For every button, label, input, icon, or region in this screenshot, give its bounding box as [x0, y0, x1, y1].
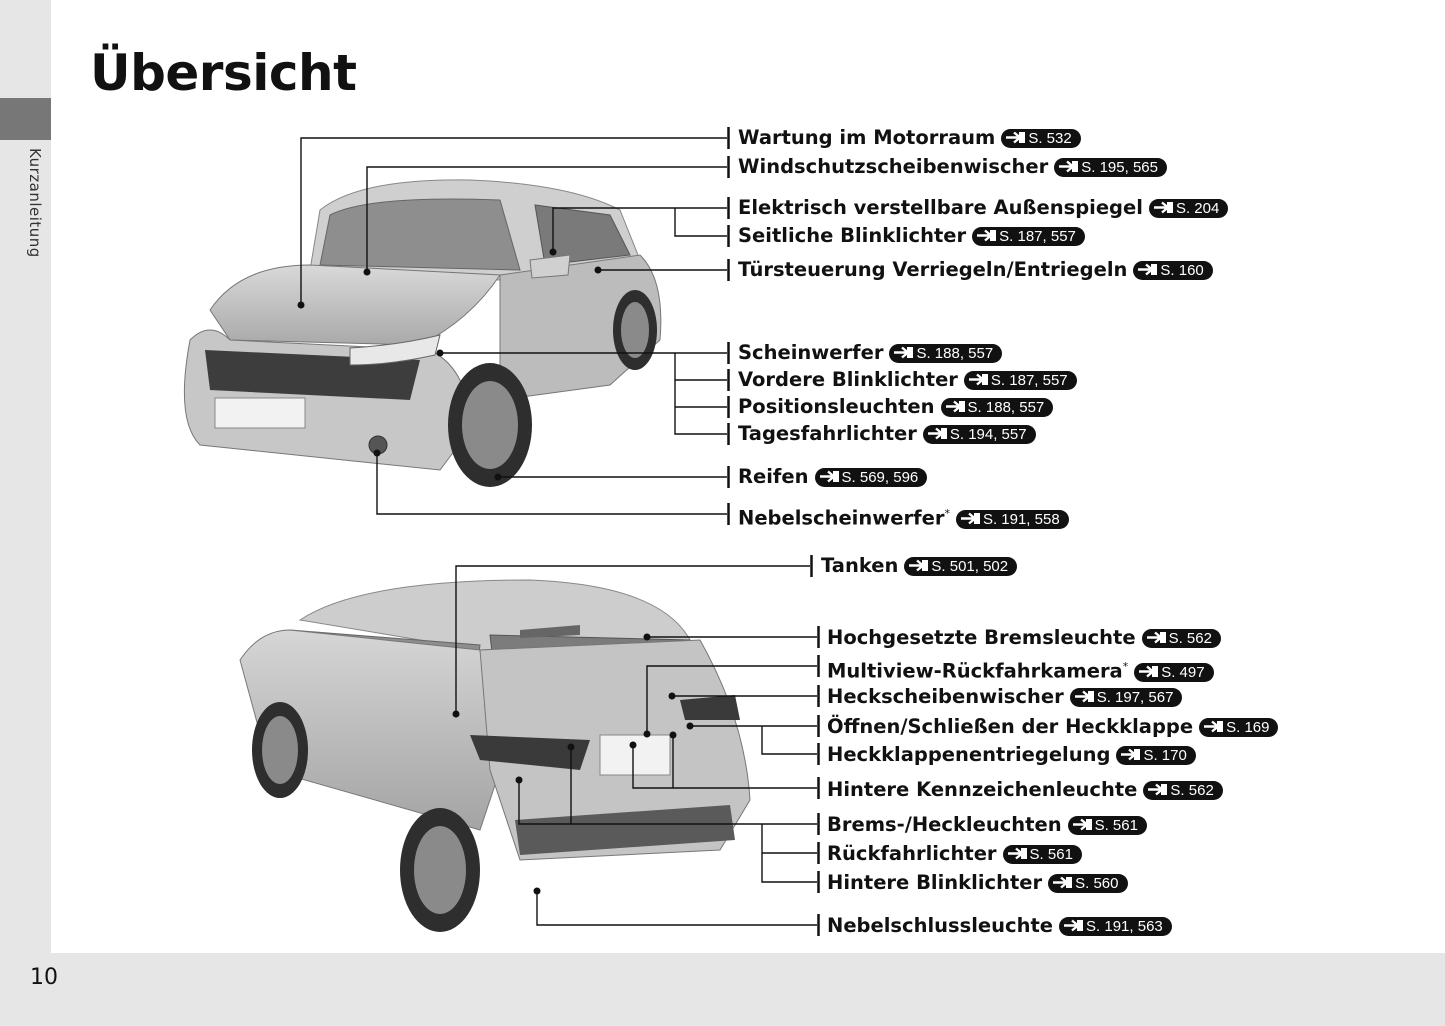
front-callout-5 [738, 258, 1213, 282]
optional-equipment-star: * [944, 507, 950, 520]
page-ref-arrow-icon [976, 228, 999, 245]
callout-label: Multiview-Rückfahrkamera [827, 659, 1123, 683]
page-ref-arrow-icon [960, 511, 983, 528]
footer-band [0, 953, 1445, 1026]
page-ref-arrow-icon [1052, 875, 1075, 892]
callout-label: Elektrisch verstellbare Außenspiegel [738, 196, 1143, 219]
page-reference-link[interactable] [1003, 845, 1082, 864]
rear-callout-9 [827, 842, 1082, 866]
sidebar [0, 0, 51, 1026]
page-reference-text: S. 187, 557 [990, 372, 1068, 389]
front-callout-4 [738, 224, 1085, 248]
callout-label: Scheinwerfer [738, 341, 884, 364]
front-callout-11 [738, 502, 1069, 531]
front-callout-9 [738, 422, 1036, 446]
page-reference-text: S. 191, 563 [1086, 918, 1163, 935]
callout-label: Heckscheibenwischer [827, 685, 1064, 708]
page-ref-arrow-icon [968, 372, 991, 389]
page-ref-arrow-icon [819, 469, 842, 486]
page-ref-arrow-icon [893, 345, 916, 362]
page-ref-arrow-icon [1203, 719, 1226, 736]
page-ref-arrow-icon [1072, 817, 1095, 834]
rear-callout-4 [827, 685, 1182, 709]
page-reference-link[interactable] [904, 557, 1017, 576]
page-ref-arrow-icon [1147, 782, 1170, 799]
page-ref-arrow-icon [1120, 747, 1143, 764]
callout-label: Türsteuerung Verriegeln/Entriegeln [738, 258, 1128, 281]
page-reference-text: S. 187, 557 [999, 228, 1076, 245]
page-reference-link[interactable] [1054, 158, 1167, 177]
front-callout-10 [738, 465, 927, 489]
page-reference-link[interactable] [889, 344, 1002, 363]
callout-label: Hintere Kennzeichenleuchte [827, 778, 1138, 801]
rear-callout-1 [821, 554, 1017, 578]
rear-callout-8 [827, 813, 1147, 837]
page-ref-arrow-icon [1138, 664, 1161, 681]
page-reference-link[interactable] [923, 425, 1036, 444]
callout-label: Wartung im Motorraum [738, 126, 996, 149]
page-reference-link[interactable] [1143, 781, 1222, 800]
rear-callout-6 [827, 743, 1196, 767]
page-reference-link[interactable] [1142, 629, 1221, 648]
front-callout-7 [738, 368, 1077, 392]
callout-label: Positionsleuchten [738, 395, 935, 418]
page-ref-arrow-icon [1153, 200, 1176, 217]
page-title: Übersicht [90, 44, 357, 102]
callout-label: Tanken [821, 554, 899, 577]
page-reference-text: S. 532 [1028, 130, 1072, 147]
front-callout-3 [738, 196, 1228, 220]
callout-label: Tagesfahrlichter [738, 422, 917, 445]
page-ref-arrow-icon [1146, 630, 1169, 647]
page-ref-arrow-icon [1063, 918, 1086, 935]
page-reference-text: S. 197, 567 [1096, 689, 1174, 706]
callout-label: Reifen [738, 465, 809, 488]
page-reference-text: S. 562 [1168, 630, 1212, 647]
callout-label: Seitliche Blinklichter [738, 224, 967, 247]
front-car-illustration [170, 170, 670, 500]
page-reference-text: S. 497 [1161, 663, 1205, 681]
page-ref-arrow-icon [1005, 130, 1028, 147]
callout-label: Nebelschlussleuchte [827, 914, 1054, 937]
page-reference-link[interactable] [1048, 874, 1127, 893]
callout-label: Brems-/Heckleuchten [827, 813, 1062, 836]
rear-callout-3 [827, 655, 1214, 684]
page-reference-link[interactable] [941, 398, 1054, 417]
page-reference-link[interactable] [1068, 816, 1147, 835]
page-reference-link[interactable] [1149, 199, 1228, 218]
page-reference-link[interactable] [956, 510, 1069, 529]
page-reference-link[interactable] [1199, 718, 1278, 737]
callout-label: Windschutzscheibenwischer [738, 155, 1049, 178]
callout-label: Vordere Blinklichter [738, 368, 958, 391]
page-reference-text: S. 204 [1175, 200, 1220, 217]
front-callout-1 [738, 126, 1081, 150]
page-reference-text: S. 188, 557 [967, 399, 1045, 416]
callout-label: Nebelscheinwerfer [738, 506, 945, 530]
front-callout-8 [738, 395, 1053, 419]
page-reference-text: S. 569, 596 [841, 469, 919, 486]
rear-callout-5 [827, 715, 1278, 739]
rear-callout-2 [827, 626, 1221, 650]
page-reference-text: S. 188, 557 [916, 345, 994, 362]
page-ref-arrow-icon [908, 558, 931, 575]
callout-label: Rückfahrlichter [827, 842, 997, 865]
page-reference-link[interactable] [1134, 663, 1213, 682]
page-reference-text: S. 194, 557 [949, 426, 1027, 443]
page-ref-arrow-icon [1137, 262, 1160, 279]
optional-equipment-star: * [1122, 660, 1129, 673]
callout-label: Öffnen/Schließen der Heckklappe [827, 715, 1194, 738]
page-ref-arrow-icon [1058, 159, 1081, 176]
page-reference-link[interactable] [815, 468, 928, 487]
callout-label: Hintere Blinklichter [827, 871, 1043, 894]
page-number: 10 [30, 965, 58, 990]
page-ref-arrow-icon [1074, 689, 1097, 706]
rear-car-illustration [230, 570, 760, 940]
page-reference-link[interactable] [1133, 261, 1212, 280]
page-reference-link[interactable] [1116, 746, 1195, 765]
page-reference-link[interactable] [1001, 129, 1080, 148]
page-reference-text: S. 562 [1170, 782, 1214, 799]
front-callout-2 [738, 155, 1167, 179]
page-reference-text: S. 191, 558 [982, 510, 1060, 528]
front-callout-6 [738, 341, 1002, 365]
page-ref-arrow-icon [927, 426, 950, 443]
page-reference-text: S. 501, 502 [931, 558, 1009, 575]
callout-label: Heckklappenentriegelung [827, 743, 1111, 766]
page-reference-text: S. 561 [1094, 817, 1138, 834]
callout-label: Hochgesetzte Bremsleuchte [827, 626, 1136, 649]
rear-callout-7 [827, 778, 1223, 802]
page-reference-text: S. 195, 565 [1081, 159, 1158, 176]
page-ref-arrow-icon [945, 399, 968, 416]
page-reference-link[interactable] [1059, 917, 1172, 936]
rear-callout-11 [827, 914, 1172, 938]
sidebar-tab-marker [0, 98, 51, 140]
page-reference-link[interactable] [1070, 688, 1183, 707]
page-reference-link[interactable] [972, 227, 1085, 246]
page-reference-text: S. 561 [1029, 846, 1073, 863]
page-reference-text: S. 160 [1160, 262, 1204, 279]
page-reference-link[interactable] [964, 371, 1077, 390]
page-reference-text: S. 170 [1143, 747, 1187, 764]
page-reference-text: S. 560 [1075, 875, 1119, 892]
page-reference-text: S. 169 [1226, 719, 1270, 736]
page-ref-arrow-icon [1007, 846, 1030, 863]
rear-callout-10 [827, 871, 1128, 895]
sidebar-section-label: Kurzanleitung [26, 148, 44, 258]
